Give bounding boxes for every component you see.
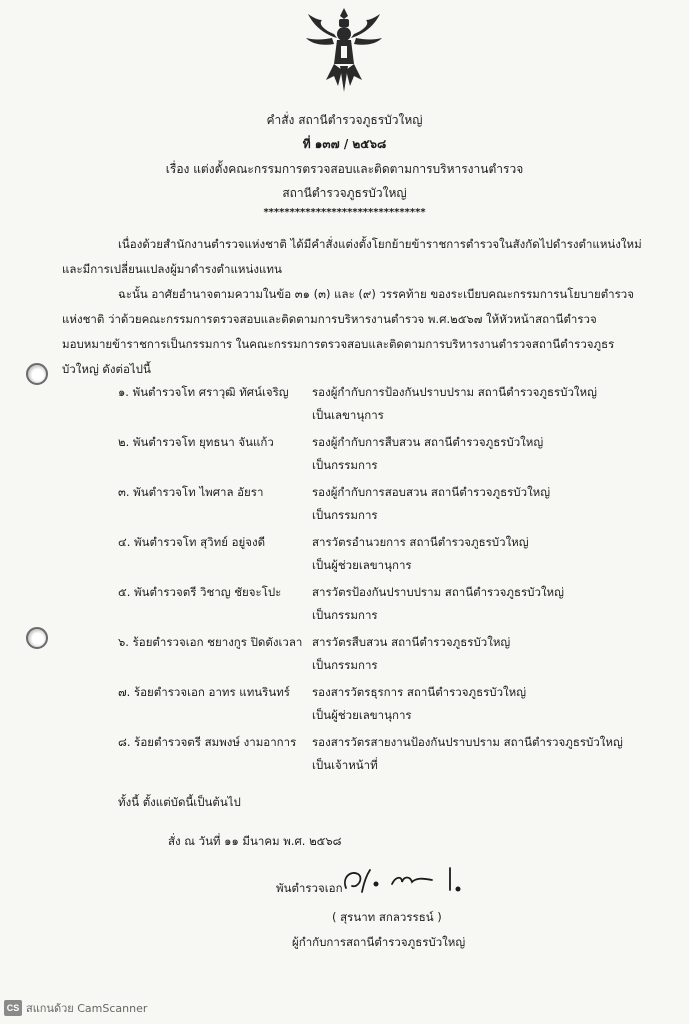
camscanner-logo-icon: CS: [4, 1000, 22, 1016]
member-name: ๓. พันตำรวจโท ไพศาล อัยรา: [118, 485, 264, 499]
punch-hole-icon: [26, 627, 48, 649]
member-position: สารวัตรอำนวยการ สถานีตำรวจภูธรบัวใหญ่: [312, 535, 529, 549]
paragraph-1-line-1: เนื่องด้วยสำนักงานตำรวจแห่งชาติ ได้มีคำสั่งแต่งตั้งโยกย้ายข้าราชการตำรวจในสังกัดไปดำรงตำแหน่งใหม่: [118, 237, 642, 251]
order-date: สั่ง ณ วันที่ ๑๑ มีนาคม พ.ศ. ๒๕๖๘: [168, 834, 342, 848]
member-position: สารวัตรสืบสวน สถานีตำรวจภูธรบัวใหญ่: [312, 635, 511, 649]
member-role: เป็นเจ้าหน้าที่: [312, 758, 378, 772]
order-title: คำสั่ง สถานีตำรวจภูธรบัวใหญ่: [266, 113, 423, 127]
paragraph-1-line-2: และมีการเปลี่ยนแปลงผู้มาดำรงตำแหน่งแทน: [62, 262, 282, 276]
member-name: ๘. ร้อยตำรวจตรี สมพงษ์ งามอาการ: [118, 735, 297, 749]
member-name: ๕. พันตำรวจตรี วิชาญ ชัยจะโปะ: [118, 585, 282, 599]
member-role: เป็นกรรมการ: [312, 658, 378, 672]
member-role: เป็นเลขานุการ: [312, 408, 384, 422]
member-name: ๒. พันตำรวจโท ยุทธนา จันแก้ว: [118, 435, 274, 449]
signer-title: ผู้กำกับการสถานีตำรวจภูธรบัวใหญ่: [292, 935, 466, 949]
subject-line-2: สถานีตำรวจภูธรบัวใหญ่: [282, 186, 407, 200]
handwritten-signature: [340, 862, 490, 898]
paragraph-2-line-4: บัวใหญ่ ดังต่อไปนี้: [62, 362, 151, 376]
order-number: ที่ ๑๓๗ / ๒๕๖๘: [302, 137, 387, 151]
punch-hole-icon: [26, 363, 48, 385]
member-name: ๑. พันตำรวจโท ศราวุฒิ ทัศน์เจริญ: [118, 385, 289, 399]
member-role: เป็นกรรมการ: [312, 508, 378, 522]
garuda-emblem-icon: [304, 4, 384, 94]
member-role: เป็นผู้ช่วยเลขานุการ: [312, 708, 412, 722]
member-role: เป็นผู้ช่วยเลขานุการ: [312, 558, 412, 572]
member-role: เป็นกรรมการ: [312, 608, 378, 622]
member-name: ๖. ร้อยตำรวจเอก ชยางกูร ปิดตังเวลา: [118, 635, 303, 649]
member-role: เป็นกรรมการ: [312, 458, 378, 472]
footer-text: สแกนด้วย CamScanner: [26, 1002, 148, 1015]
separator-stars: *******************************: [263, 207, 426, 218]
member-name: ๗. ร้อยตำรวจเอก อาทร แทนรินทร์: [118, 685, 290, 699]
paragraph-2-line-2: แห่งชาติ ว่าด้วยคณะกรรมการตรวจสอบและติดตามการบริหารงานตำรวจ พ.ศ.๒๕๖๗ ให้หัวหน้าสถานีตำรวจ: [62, 312, 597, 326]
member-position: รองผู้กำกับการสอบสวน สถานีตำรวจภูธรบัวใหญ่: [312, 485, 551, 499]
paragraph-2-line-3: มอบหมายข้าราชการเป็นกรรมการ ในคณะกรรมการตรวจสอบและติดตามการบริหารงานตำรวจสถานีตำรวจภูธร: [62, 337, 615, 351]
camscanner-footer: [4, 999, 147, 1017]
member-position: รองสารวัตรสายงานป้องกันปราบปราม สถานีตำรวจภูธรบัวใหญ่: [312, 735, 623, 749]
effective-statement: ทั้งนี้ ตั้งแต่บัดนี้เป็นต้นไป: [118, 795, 241, 809]
signer-rank: พันตำรวจเอก: [276, 881, 343, 895]
member-position: รองผู้กำกับการสืบสวน สถานีตำรวจภูธรบัวใหญ่: [312, 435, 544, 449]
member-position: รองสารวัตรธุรการ สถานีตำรวจภูธรบัวใหญ่: [312, 685, 527, 699]
paragraph-2-line-1: ฉะนั้น อาศัยอำนาจตามความในข้อ ๓๑ (๓) และ (๙) วรรคท้าย ของระเบียบคณะกรรมการนโยบายตำรวจ: [118, 287, 635, 301]
signer-name: ( สุรนาท สกลวรรธน์ ): [332, 910, 442, 924]
subject-line-1: เรื่อง แต่งตั้งคณะกรรมการตรวจสอบและติดตามการบริหารงานตำรวจ: [165, 162, 524, 176]
member-name: ๔. พันตำรวจโท สุวิทย์ อยู่จงดี: [118, 535, 266, 549]
member-position: รองผู้กำกับการป้องกันปราบปราม สถานีตำรวจภูธรบัวใหญ่: [312, 385, 597, 399]
member-position: สารวัตรป้องกันปราบปราม สถานีตำรวจภูธรบัวใหญ่: [312, 585, 564, 599]
